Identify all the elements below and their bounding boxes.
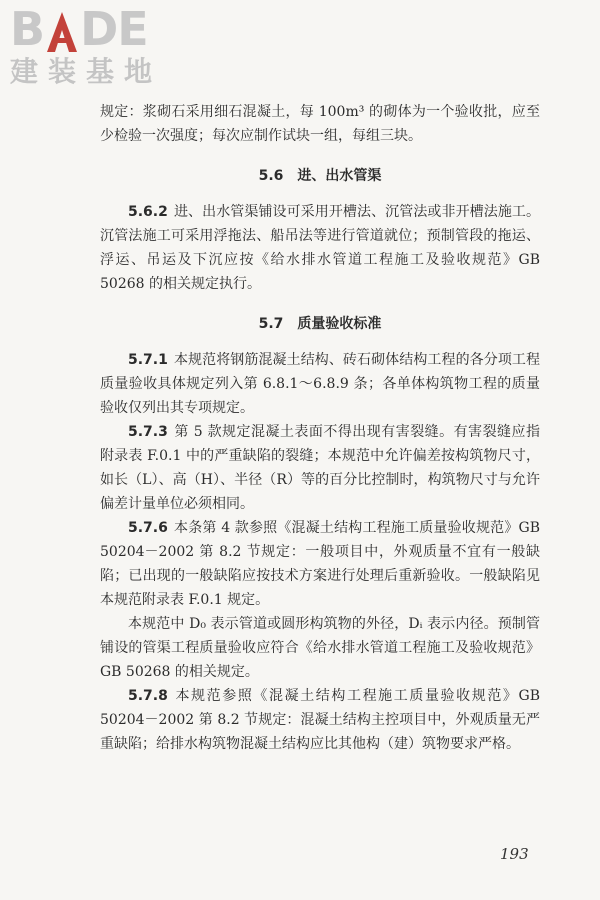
clause-number: 5.7.1 [128,352,168,368]
clause-text: 本规范中 D₀ 表示管道或圆形构筑物的外径，Dᵢ 表示内径。预制管铺设的管渠工程质量验收应符合《给水排水管道工程施工及验收规范》GB 50268 的相关规定。 [100,616,540,680]
clause-5-7-1 [100,348,540,420]
clause-5-7-6 [100,516,540,612]
clause-text: 第 5 款规定混凝土表面不得出现有害裂缝。有害裂缝应指附录表 F.0.1 中的严重缺陷的裂缝；本规范中允许偏差按构筑物尺寸，如长（L）、高（H）、半径（R）等的百分比控制时，构筑物尺寸与允许偏差计量单位必须相同。 [100,424,540,512]
intro-paragraph: 规定：浆砌石采用细石混凝土，每 100m³ 的砌体为一个验收批，应至少检验一次强度；每次应制作试块一组，每组三块。 [100,104,540,144]
clause-number: 5.6.2 [128,204,168,220]
logo-subtitle: 建装基地 [10,55,163,88]
clause-5-7-3 [100,420,540,516]
clause-number: 5.7.8 [128,688,168,704]
clause-5-6-2 [100,200,540,296]
section-heading-5-6: 5.6 进、出水管渠 [258,168,382,184]
clause-text: 本规范参照《混凝土结构工程施工质量验收规范》GB 50204－2002 第 8.2 节规定：混凝土结构主控项目中，外观质量无严重缺陷；给排水构筑物混凝土结构应比其他构（建）筑物要求严格。 [100,688,540,752]
clause-text: 本条第 4 款参照《混凝土结构工程施工质量验收规范》GB 50204－2002 第 8.2 节规定：一般项目中，外观质量不宜有一般缺陷；已出现的一般缺陷应按技术方案进行处理后重新验收。一般缺陷见本规范附录表 F.0.1 规定。 [100,520,540,608]
clause-number: 5.7.3 [128,424,168,440]
clause-text: 本规范将钢筋混凝土结构、砖石砌体结构工程的各分项工程质量验收具体规定列入第 6.8.1～6.8.9 条；各单体构筑物工程的质量验收仅列出其专项规定。 [100,352,540,416]
clause-5-7-8 [100,684,540,756]
section-heading-5-7: 5.7 质量验收标准 [258,316,382,332]
clause-text: 进、出水管渠铺设可采用开槽法、沉管法或非开槽法施工。沉管法施工可采用浮拖法、船吊法等进行管道就位；预制管段的拖运、浮运、吊运及下沉应按《给水排水管道工程施工及验收规范》GB 50268 的相关规定执行。 [100,204,540,292]
logo-wordmark: B DE [10,2,148,56]
document-body [100,100,540,756]
clause-5-7-6-continued [100,612,540,684]
page-number: 193 [500,845,529,863]
logo-a-mark [45,10,79,52]
bade-logo [10,2,180,96]
clause-number: 5.7.6 [128,520,168,536]
